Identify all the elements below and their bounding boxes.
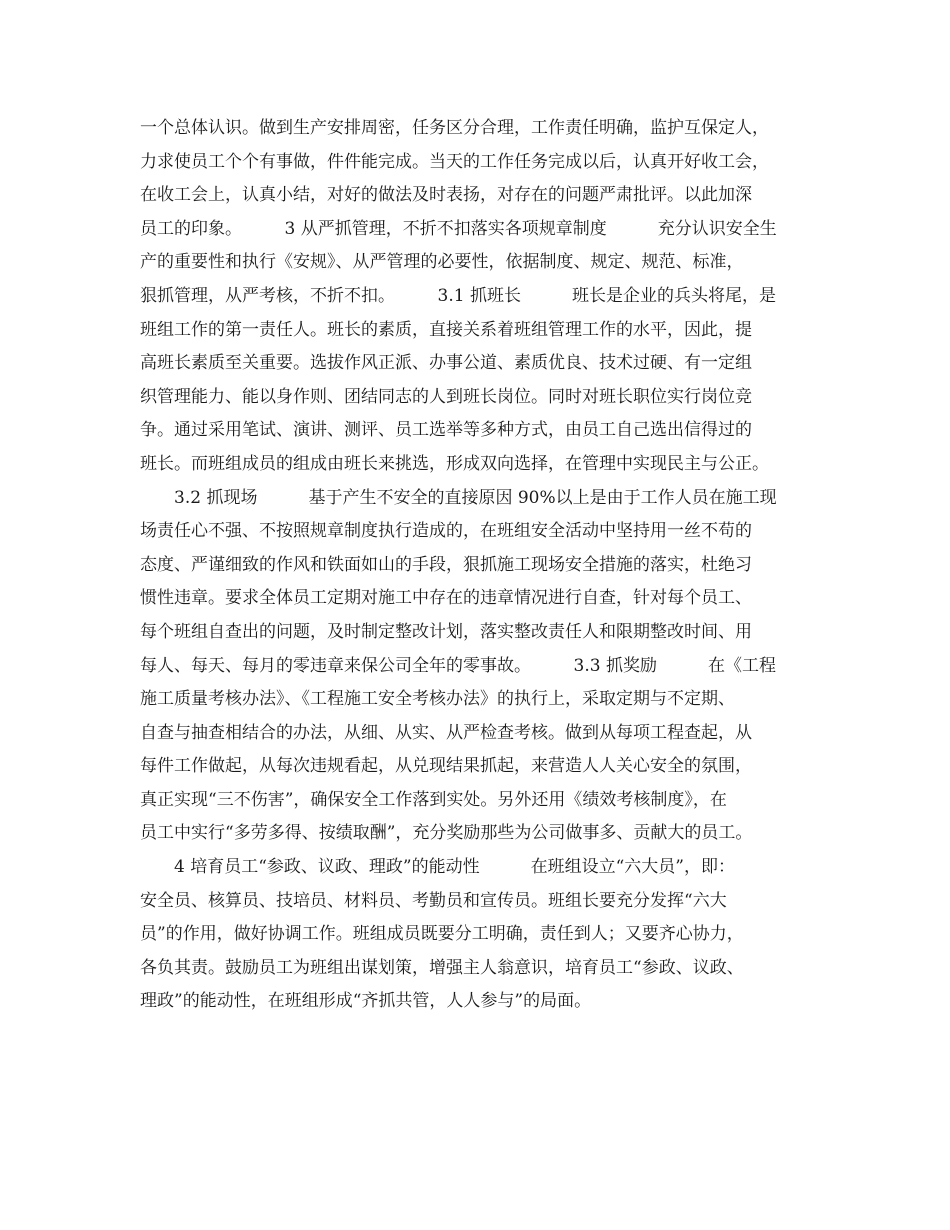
- text-line: 每个班组自查出的问题，及时制定整改计划，落实整改责任人和限期整改时间、用: [140, 621, 752, 642]
- text-line: 一个总体认识。做到生产安排周密，任务区分合理，工作责任明确，监护互保定人，: [140, 118, 769, 138]
- text-line: 惯性违章。要求全体员工定期对施工中存在的违章情况进行自查，针对每个员工、: [140, 588, 752, 609]
- text-line: 场责任心不强、不按照规章制度执行造成的，在班组安全活动中坚持用一丝不苟的: [140, 521, 752, 542]
- body-text: [140, 112, 820, 1019]
- text-line: 理政”的能动性，在班组形成“齐抓共管，人人参与”的局面。: [140, 991, 592, 1012]
- text-line: 高班长素质至关重要。选拔作风正派、办事公道、素质优良、技术过硬、有一定组: [140, 353, 752, 374]
- text-line: 自查与抽查相结合的办法，从细、从实、从严检查考核。做到从每项工程查起，从: [140, 722, 752, 743]
- text-line: 每件工作做起，从每次违规看起，从兑现结果抓起，来营造人人关心安全的氛围，: [140, 756, 752, 777]
- text-line: 真正实现“三不伤害”，确保安全工作落到实处。另外还用《绩效考核制度》，在: [140, 789, 727, 810]
- text-line: 员工中实行“多劳多得、按绩取酬”，充分奖励那些为公司做事多、贡献大的员工。: [140, 823, 753, 844]
- text-line: 织管理能力、能以身作则、团结同志的人到班长岗位。同时对班长职位实行岗位竞: [140, 386, 752, 407]
- text-line: 安全员、核算员、技培员、材料员、考勤员和宣传员。班组长要充分发挥“六大: [140, 890, 727, 911]
- text-line: 在收工会上，认真小结，对好的做法及时表扬，对存在的问题严肃批评。以此加深: [140, 185, 752, 206]
- text-line: 班组工作的第一责任人。班长的素质，直接关系着班组管理工作的水平，因此，提: [140, 319, 752, 340]
- text-line: 3.2 抓现场 基于产生不安全的直接原因 90%以上是由于工作人员在施工现: [140, 487, 777, 508]
- text-line: 各负其责。鼓励员工为班组出谋划策，增强主人翁意识，培育员工“参政、议政、: [140, 957, 744, 978]
- text-line: 态度、严谨细致的作风和铁面如山的手段，狠抓施工现场安全措施的落实，杜绝习: [140, 554, 752, 575]
- text-line: 争。通过采用笔试、演讲、测评、员工选举等多种方式，由员工自己选出信得过的: [140, 420, 752, 441]
- text-line: 每人、每天、每月的零违章来保公司全年的零事故。 3.3 抓奖励 在《工程: [140, 655, 776, 676]
- text-line: 员工的印象。 3 从严抓管理，不折不扣落实各项规章制度 充分认识安全生: [140, 218, 777, 239]
- text-line: 力求使员工个个有事做，件件能完成。当天的工作任务完成以后，认真开好收工会，: [140, 151, 769, 172]
- text-line: 施工质量考核办法》、《工程施工安全考核办法》的执行上，采取定期与不定期、: [140, 689, 735, 710]
- text-line: 4 培育员工“参政、议政、理政”的能动性 在班组设立“六大员”，即：: [140, 857, 735, 878]
- text-line: 班长。而班组成员的组成由班长来挑选，形成双向选择，在管理中实现民主与公正。: [140, 453, 769, 474]
- text-line: 狠抓管理，从严考核，不折不扣。 3.1 抓班长 班长是企业的兵头将尾，是: [140, 285, 776, 306]
- text-line: 产的重要性和执行《安规》、从严管理的必要性，依据制度、规定、规范、标准，: [140, 252, 744, 273]
- text-line: 员”的作用，做好协调工作。班组成员既要分工明确，责任到人；又要齐心协力，: [140, 924, 744, 945]
